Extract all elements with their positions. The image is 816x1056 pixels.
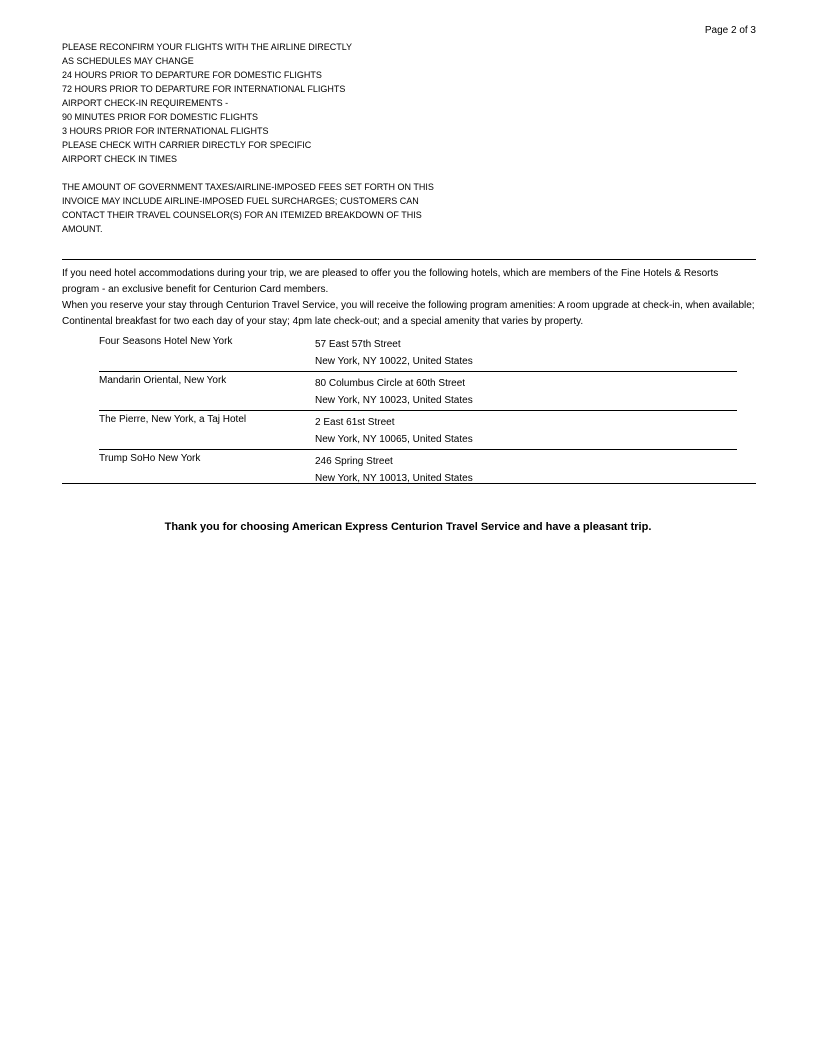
hotel-row [99,372,737,411]
hotel-street: 80 Columbus Circle at 60th Street [315,378,466,389]
notice-line: AIRPORT CHECK-IN REQUIREMENTS - [62,98,229,108]
hotel-row [99,333,737,372]
tax-notice-line: CONTACT THEIR TRAVEL COUNSELOR(S) FOR AN ITEMIZED BREAKDOWN OF THIS [62,210,422,220]
notice-line: AIRPORT CHECK IN TIMES [62,154,178,164]
hotel-address [315,414,473,448]
page-number: Page 2 of 3 [704,25,756,36]
hotel-intro-paragraph: If you need hotel accommodations during your trip, we are pleased to offer you the following hotels, which are members of the Fine Hotels & Resorts program - an exclusive benefit for Centurion Card members. [62,268,719,295]
hotel-address [315,453,473,487]
hotel-amenities-paragraph: When you reserve your stay through Centurion Travel Service, you will receive the following program amenities: A room upgrade at check-in, when available; Continental breakfast for two each day of your stay; 4pm late check-out; and a special amenity that varies by property. [62,300,755,327]
hotel-city: New York, NY 10065, United States [315,434,473,445]
hotel-city: New York, NY 10013, United States [315,473,473,484]
notice-line: PLEASE CHECK WITH CARRIER DIRECTLY FOR SPECIFIC [62,140,312,150]
hotel-list [99,333,737,488]
notice-line: 72 HOURS PRIOR TO DEPARTURE FOR INTERNATIONAL FLIGHTS [62,84,346,94]
hotel-street: 2 East 61st Street [315,417,395,428]
notice-line: PLEASE RECONFIRM YOUR FLIGHTS WITH THE AIRLINE DIRECTLY [62,42,353,52]
hotel-city: New York, NY 10023, United States [315,395,473,406]
hotel-name: The Pierre, New York, a Taj Hotel [99,414,247,425]
tax-notice-line: INVOICE MAY INCLUDE AIRLINE-IMPOSED FUEL SURCHARGES; CUSTOMERS CAN [62,196,419,206]
notice-line: 3 HOURS PRIOR FOR INTERNATIONAL FLIGHTS [62,126,269,136]
notice-line: AS SCHEDULES MAY CHANGE [62,56,194,66]
hotel-row [99,411,737,450]
tax-notice-line: THE AMOUNT OF GOVERNMENT TAXES/AIRLINE-IMPOSED FEES SET FORTH ON THIS [62,182,434,192]
hotel-street: 57 East 57th Street [315,339,401,350]
flight-notice-block [62,40,582,236]
hotel-name: Mandarin Oriental, New York [99,375,227,386]
hotel-name: Four Seasons Hotel New York [99,336,233,347]
tax-notice-line: AMOUNT. [62,224,103,234]
section-divider-top [62,259,756,260]
thank-you-message: Thank you for choosing American Express Centurion Travel Service and have a pleasant trip. [164,521,652,533]
hotel-address [315,375,473,409]
hotel-city: New York, NY 10022, United States [315,356,473,367]
notice-spacer [62,166,582,180]
notice-line: 24 HOURS PRIOR TO DEPARTURE FOR DOMESTIC FLIGHTS [62,70,322,80]
hotel-name: Trump SoHo New York [99,453,201,464]
notice-line: 90 MINUTES PRIOR FOR DOMESTIC FLIGHTS [62,112,259,122]
hotel-intro [62,266,756,330]
hotel-address [315,336,473,370]
hotel-street: 246 Spring Street [315,456,393,467]
section-divider-bottom [62,483,756,484]
